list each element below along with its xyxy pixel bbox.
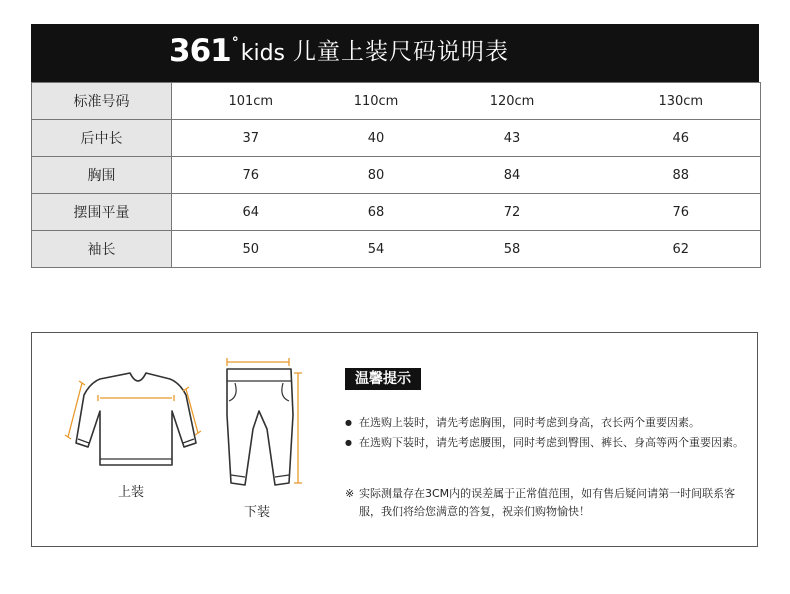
table-cell: 76 [172,157,330,194]
table-cell: 40 [330,120,423,157]
info-box [31,332,758,547]
measurement-note [345,485,745,521]
tip-item: ● 在选购下装时，请先考虑腰围，同时考虑到臀围、裤长、身高等两个重要因素。 [345,433,745,453]
bottom-garment-label: 下装 [244,505,271,520]
page-title: 儿童上装尺码说明表 [293,39,509,65]
table-cell: 43 [423,120,602,157]
shirt-illustration [62,369,202,474]
top-garment-label: 上装 [118,485,145,500]
size-table [31,82,761,268]
table-header-row [32,83,761,120]
size-header-cell: 130cm [602,83,761,120]
table-cell: 37 [172,120,330,157]
table-cell: 84 [423,157,602,194]
row-label: 摆围平量 [32,194,172,231]
size-header-cell: 110cm [330,83,423,120]
size-header-cell: 120cm [423,83,602,120]
row-label: 袖长 [32,231,172,268]
table-cell: 80 [330,157,423,194]
table-cell: 50 [172,231,330,268]
logo-number: 361 [169,33,231,69]
row-label: 胸围 [32,157,172,194]
table-row [32,120,761,157]
brand-logo [169,33,285,69]
size-header-cell: 101cm [172,83,330,120]
table-row [32,157,761,194]
table-cell: 46 [602,120,761,157]
row-label: 标准号码 [32,83,172,120]
table-cell: 54 [330,231,423,268]
pants-illustration [215,355,305,495]
tips-list [345,413,745,453]
row-label: 后中长 [32,120,172,157]
tip-item: ● 在选购上装时，请先考虑胸围，同时考虑到身高，衣长两个重要因素。 [345,413,745,433]
note-mark: ※ [345,487,355,500]
table-cell: 68 [330,194,423,231]
logo-kids: kids [240,41,285,66]
logo-degree: ° [231,35,239,51]
table-row [32,231,761,268]
table-cell: 72 [423,194,602,231]
table-cell: 76 [602,194,761,231]
tip-title-badge: 温馨提示 [345,368,421,390]
table-cell: 58 [423,231,602,268]
header-bar [31,24,759,82]
table-cell: 88 [602,157,761,194]
table-cell: 64 [172,194,330,231]
note-text: 实际测量存在3CM内的误差属于正常值范围，如有售后疑问请第一时间联系客服，我们将给您满意的答复，祝亲们购物愉快！ [359,487,736,518]
table-cell: 62 [602,231,761,268]
table-row [32,194,761,231]
